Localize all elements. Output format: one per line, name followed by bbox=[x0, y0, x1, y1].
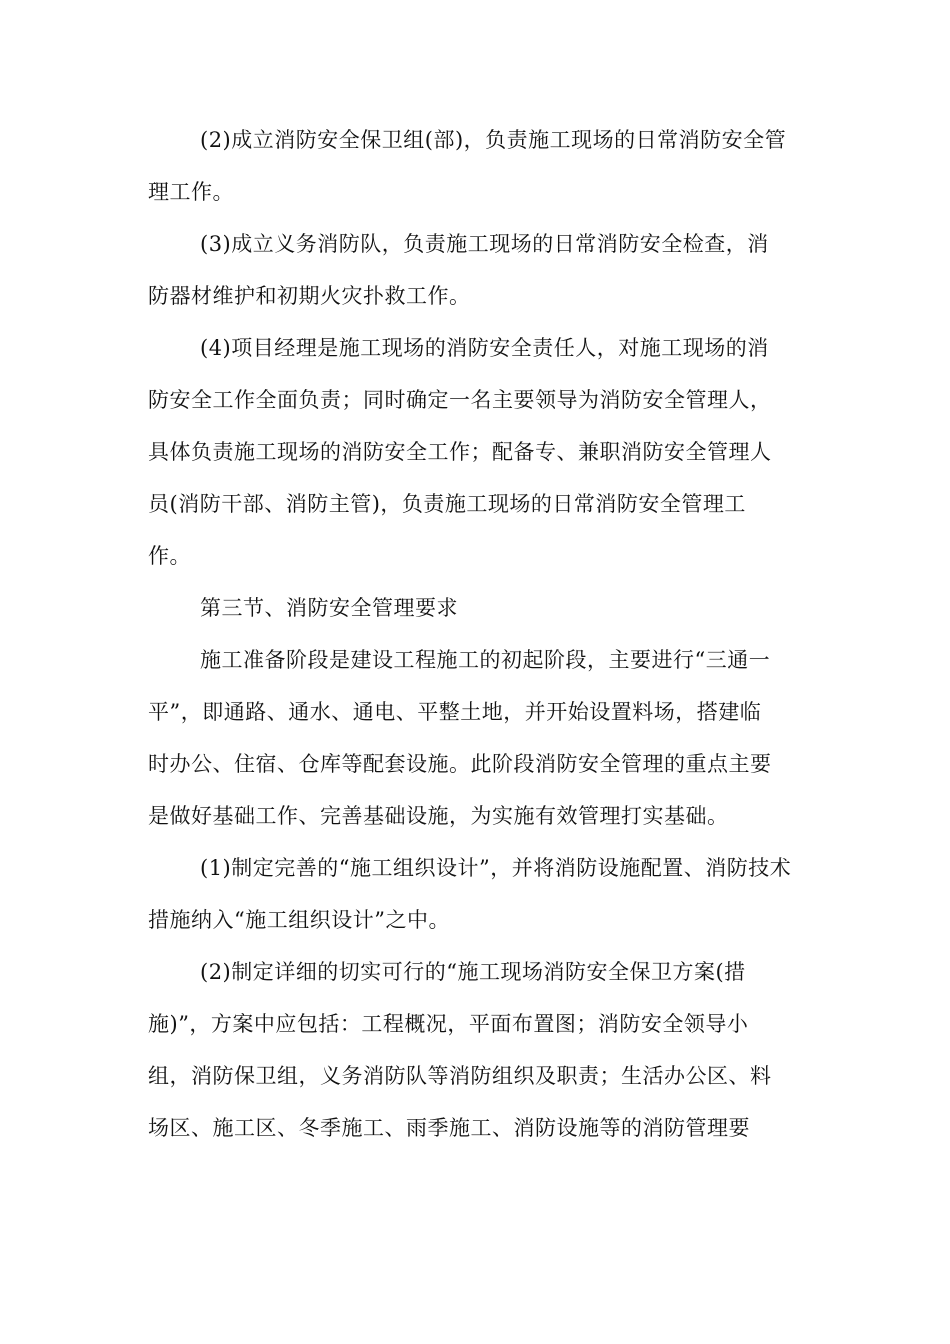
paragraph-line: 是做好基础工作、完善基础设施，为实施有效管理打实基础。 bbox=[148, 804, 729, 828]
paragraph-line: 员(消防干部、消防主管)，负责施工现场的日常消防安全管理工 bbox=[148, 492, 746, 516]
paragraph-line: 措施纳入“施工组织设计”之中。 bbox=[148, 908, 450, 932]
paragraph-line: (1)制定完善的“施工组织设计”，并将消防设施配置、消防技术 bbox=[200, 856, 792, 880]
paragraph-line: 防器材维护和初期火灾扑救工作。 bbox=[148, 284, 471, 308]
paragraph-line: 平”，即通路、通水、通电、平整土地，并开始设置料场，搭建临 bbox=[148, 700, 762, 724]
paragraph-line: 施工准备阶段是建设工程施工的初起阶段，主要进行“三通一 bbox=[200, 648, 771, 672]
paragraph-line: 理工作。 bbox=[148, 180, 234, 204]
paragraph-line: (3)成立义务消防队，负责施工现场的日常消防安全检查，消 bbox=[200, 232, 769, 256]
document-body bbox=[148, 114, 803, 1154]
paragraph-line: 具体负责施工现场的消防安全工作；配备专、兼职消防安全管理人 bbox=[148, 440, 772, 464]
paragraph-line: (4)项目经理是施工现场的消防安全责任人，对施工现场的消 bbox=[200, 336, 769, 360]
paragraph-line: (2)制定详细的切实可行的“施工现场消防安全保卫方案(措 bbox=[200, 960, 746, 984]
paragraph-line: (2)成立消防安全保卫组(部)，负责施工现场的日常消防安全管 bbox=[200, 128, 787, 152]
paragraph-line: 场区、施工区、冬季施工、雨季施工、消防设施等的消防管理要 bbox=[148, 1116, 750, 1140]
paragraph-line: 施)”，方案中应包括：工程概况，平面布置图；消防安全领导小 bbox=[148, 1012, 749, 1036]
paragraph-line: 组，消防保卫组，义务消防队等消防组织及职责；生活办公区、料 bbox=[148, 1064, 772, 1088]
paragraph-line: 作。 bbox=[148, 544, 191, 568]
paragraph-line: 时办公、住宿、仓库等配套设施。此阶段消防安全管理的重点主要 bbox=[148, 752, 772, 776]
section-heading: 第三节、消防安全管理要求 bbox=[200, 596, 458, 620]
paragraph-line: 防安全工作全面负责；同时确定一名主要领导为消防安全管理人， bbox=[148, 388, 772, 412]
